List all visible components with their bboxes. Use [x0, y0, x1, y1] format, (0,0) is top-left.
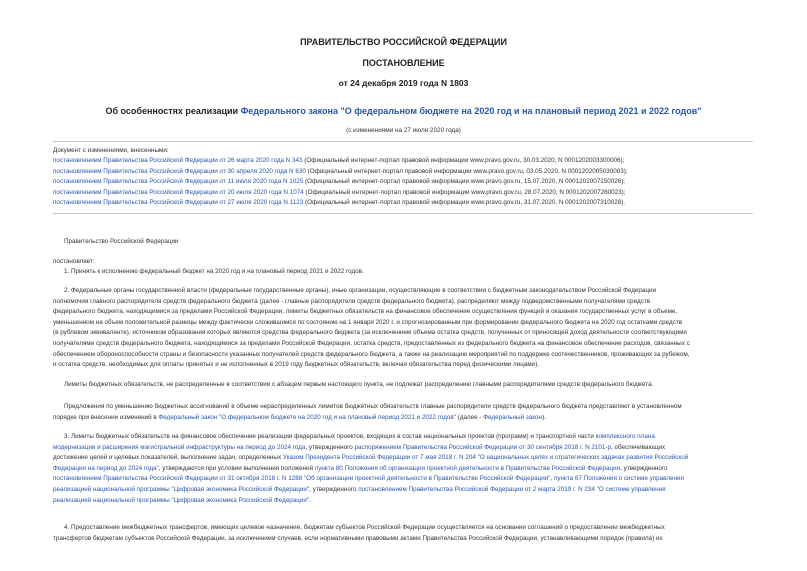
change-source: (Официальный интернет-портал правовой информации www.pravo.gov.ru, 31.07.2020, N 0001202007310028). — [303, 199, 626, 207]
paragraph-4-line: Предложения по уменьшению бюджетных ассигнований в объеме нераспределенных лимитов бюджетных обязательств главные распорядители средств федерального бюджета представляют в установленном — [64, 403, 682, 410]
document-type-heading: ПОСТАНОВЛЕНИЕ — [362, 58, 445, 68]
paragraph-2-line: (в рублевом эквиваленте), источником образования которых являются средства федерального бюджета (за исключением объема остатка средств, полученных от приносящей доход деятельности соответствующими — [53, 329, 687, 337]
change-source: (Официальный интернет-портал правовой информации www.pravo.gov.ru, 30.03.2020, N 0001202003300006); — [302, 157, 625, 164]
paragraph-5-line — [53, 443, 766, 454]
change-item — [53, 177, 753, 188]
text-fragment: 3. Лимиты бюджетных обязательств на финансовое обеспечение реализации федеральных проектов, входящих в состав национальных проектов (программ) и транспортной части — [64, 433, 596, 440]
change-link[interactable]: постановлением Правительства Российской Федерации от 26 марта 2020 года N 343 — [53, 157, 303, 164]
complex-plan-link-cont[interactable]: модернизации и расширения магистральной инфраструктуры на период до 2024 года — [53, 443, 306, 451]
changes-block — [53, 141, 753, 214]
paragraph-2-line: федерального бюджета, находящимися за пределами Российской Федерации, лимиты бюджетных обязательств на финансовое обеспечение осуществления функций и оказания государственных услуг в объеме, — [53, 308, 678, 316]
paragraph-2 — [53, 286, 766, 371]
paragraph-6-line: 4. Предоставление межбюджетных трансфертов, имеющих целевое назначение, бюджетам субъектов Российской Федерации осуществляется на основании соглашений о предоставлении межбюджетных — [64, 524, 665, 531]
paragraph-1: 1. Принять к исполнению федеральный бюджет на 2020 год и на плановый период 2021 и 2022 годов. — [64, 268, 364, 275]
paragraph-2-line: 2. Федеральные органы государственной власти (федеральные государственные органы), иные организации, осуществляющие в соответствии с бюджетным законодательством Российской Федерации — [64, 287, 657, 294]
paragraph-5-line — [53, 496, 766, 507]
text-fragment: ). — [542, 413, 546, 421]
paragraph-2-line: обеспечением обороноспособности страны и безопасности указанных получателей средств федерального бюджета, а также на реализацию мероприятий по поддержке соотечественников, проживающих за рубежом, — [53, 350, 690, 358]
paragraph-4 — [53, 402, 766, 423]
resolution-1288-link[interactable]: постановлением Правительства Российской Федерации от 31 октября 2018 г. N 1288 "Об организации проектной деятельности в Правительстве Российской Федерации" — [53, 475, 551, 483]
paragraph-6 — [53, 523, 766, 544]
federal-law-link[interactable]: Федеральный закон "О федеральном бюджете на 2020 год и на плановый период 2021 и 2022 годов" — [158, 413, 456, 421]
paragraph-2-line: получателями средств федерального бюджета, находящимися за пределами Российской Федерации, остатка средств, предоставленных из федерального бюджета на финансовое обеспечение расходов, связанных с — [53, 339, 690, 347]
paragraph-5-line — [53, 464, 766, 475]
text-fragment: порядке при внесении изменений в — [53, 413, 159, 421]
paragraph-3: Лимиты бюджетных обязательств, не распределенные в соответствии с абзацем первым настоящего пункта, не подлежат распределению главными распорядителями средств федерального бюджета. — [64, 381, 654, 388]
text-fragment: , — [550, 475, 554, 483]
document-subtitle: (с изменениями на 27 июля 2020 года) — [346, 127, 461, 134]
document-title — [0, 106, 807, 116]
change-source: (Официальный интернет-портал правовой информации www.pravo.gov.ru, 03.05.2020, N 0001202005030003); — [305, 167, 628, 175]
point-67-link-cont[interactable]: реализацией национальной программы "Цифровая экономика Российской Федерации" — [53, 485, 310, 493]
paragraph-5-line — [53, 485, 766, 496]
change-source: (Официальный интернет-портал правовой информации www.pravo.gov.ru, 15.07.2020, N 0001202007150026); — [303, 178, 626, 186]
change-source: (Официальный интернет-портал правовой информации www.pravo.gov.ru, 28.07.2020, N 0001202007280023); — [303, 188, 626, 196]
change-item — [53, 188, 753, 199]
text-fragment: (далее - — [455, 413, 484, 421]
change-item — [53, 198, 753, 209]
text-fragment: , утвержденного — [305, 443, 355, 451]
complex-plan-link[interactable]: комплексного плана — [595, 433, 655, 440]
paragraph-2-line: уменьшенном на объем положительной разницы между фактически сложившимся по состоянию на 1 января 2020 г. и спрогнозированным при формировании федерального бюджета на 2020 год остатками средств — [53, 318, 683, 326]
text-fragment: , утверждаются при условии выполнения положений — [158, 464, 315, 472]
text-fragment: . — [309, 496, 311, 504]
paragraph-6-line: трансфертов бюджетам субъектов Российской Федерации, за исключением случаев, если нормативными правовыми актами Правительства Российской Федерации, устанавливающими порядок (правила) их — [53, 534, 663, 542]
decree-204-link[interactable]: Указом Президента Российской Федерации от 7 мая 2018 г. N 204 "О национальных целях и стратегических задачах развития Российской — [282, 454, 689, 462]
changes-intro: Документ с изменениями, внесенными: — [53, 147, 169, 154]
paragraph-5-line — [53, 474, 766, 485]
document-date-number: от 24 декабря 2019 года N 1803 — [338, 78, 469, 88]
government-name: Правительство Российской Федерации — [64, 238, 179, 245]
change-link[interactable]: постановлением Правительства Российской Федерации от 30 апреля 2020 года N 630 — [53, 167, 306, 175]
government-heading: ПРАВИТЕЛЬСТВО РОССИЙСКОЙ ФЕДЕРАЦИИ — [300, 37, 507, 47]
title-prefix: Об особенностях реализации — [105, 106, 241, 116]
resolution-234-link[interactable]: постановлением Правительства Российской Федерации от 2 марта 2019 г. N 234 "О системе управления — [358, 485, 666, 493]
paragraph-4-line — [53, 413, 766, 424]
text-fragment: , обеспечивающих — [611, 443, 666, 451]
federal-law-short-link[interactable]: Федеральный закон — [483, 413, 543, 421]
change-link[interactable]: постановлением Правительства Российской Федерации от 11 июля 2020 года N 1025 — [53, 178, 304, 186]
paragraph-5 — [53, 432, 766, 506]
title-law-link[interactable]: Федерального закона "О федеральном бюджете на 2020 год и на плановый период 2021 и 2022 годов" — [240, 106, 702, 116]
text-fragment: , утвержденного — [620, 464, 668, 472]
change-link[interactable]: постановлением Правительства Российской Федерации от 20 июля 2020 года N 1074 — [53, 188, 304, 196]
change-item — [53, 167, 753, 178]
text-fragment: достижение целей и целевых показателей, выполнение задач, определенных — [53, 454, 283, 462]
change-link[interactable]: постановлением Правительства Российской Федерации от 27 июля 2020 года N 1123 — [53, 199, 304, 207]
point-67-link[interactable]: пункта 67 Положения о системе управления — [554, 475, 684, 483]
change-item — [53, 156, 753, 167]
point-80-link[interactable]: пункта 80 Положения об организации проектной деятельности в Правительстве Российской Федерации — [314, 464, 621, 472]
text-fragment: , утвержденного — [309, 485, 359, 493]
paragraph-5-line — [53, 432, 766, 443]
resolution-234-link-cont[interactable]: реализацией национальной программы "Цифровая экономика Российской Федерации" — [53, 496, 310, 504]
order-2101-link[interactable]: распоряжением Правительства Российской Федерации от 30 сентября 2018 г. N 2101-р — [354, 443, 612, 451]
paragraph-2-line: полномочия главного распорядителя средств федерального бюджета (далее - главные распорядители средств федерального бюджета), распределяют между подведомственными получателями средств — [53, 297, 651, 305]
paragraph-2-line: и остатка средств, необходимых для оплаты принятых и не исполненных в 2019 году бюджетных обязательств, включая обязательства перед физическими лицами). — [53, 361, 540, 369]
decides-text: постановляет: — [53, 258, 95, 265]
decree-204-link-cont[interactable]: Федерации на период до 2024 года" — [53, 464, 159, 472]
paragraph-5-line — [53, 453, 766, 464]
